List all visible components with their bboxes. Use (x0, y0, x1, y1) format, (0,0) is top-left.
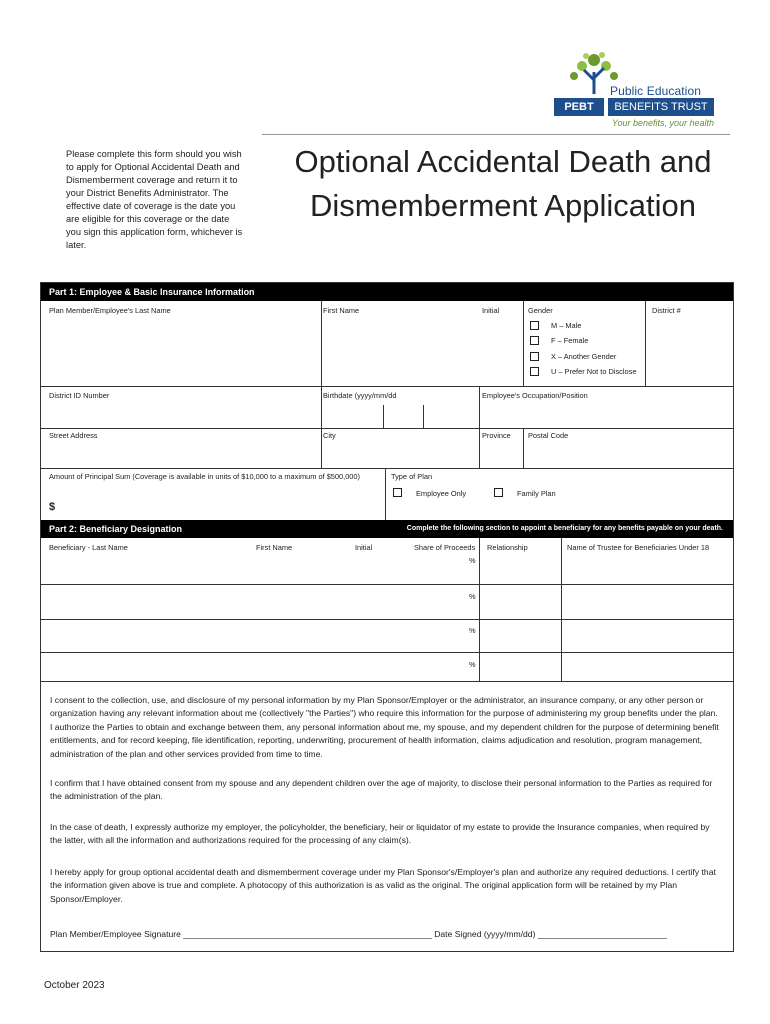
share-label: Share of Proceeds (414, 543, 476, 552)
family-plan-label: Family Plan (517, 489, 556, 498)
consent-paragraph-2: I confirm that I have obtained consent from my spouse and any dependent children over the age of majority, to disclose their personal information to the Parties as required for the administration of the plan. (50, 778, 713, 802)
divider (479, 386, 480, 428)
principal-sum-label: Amount of Principal Sum (Coverage is available in units of $10,000 to a maximum of $500,000) (49, 472, 360, 481)
birthdate-divider (383, 405, 384, 428)
share-percent: % (469, 556, 476, 565)
gender-undisclosed-label: U – Prefer Not to Disclose (551, 367, 637, 376)
logo-pebt: PEBT (554, 98, 604, 116)
part1-title: Part 1: Employee & Basic Insurance Information (49, 287, 255, 297)
divider (321, 428, 322, 468)
divider (523, 301, 524, 386)
gender-female-checkbox[interactable] (530, 336, 539, 345)
type-of-plan-label: Type of Plan (391, 472, 433, 481)
occupation-label: Employee's Occupation/Position (482, 391, 588, 400)
employee-only-checkbox[interactable] (393, 488, 402, 497)
gender-another-label: X – Another Gender (551, 352, 617, 361)
signature-line[interactable]: Plan Member/Employee Signature ____________________________________________________ Date Signed (yyyy/mm/dd) ___________________________ (50, 929, 667, 939)
province-label: Province (482, 431, 511, 440)
dollar-sign: $ (49, 501, 56, 513)
gender-another-checkbox[interactable] (530, 352, 539, 361)
divider (385, 468, 386, 521)
row-divider (41, 428, 733, 429)
divider (479, 428, 480, 468)
family-plan-checkbox[interactable] (494, 488, 503, 497)
title-line1: Optional Accidental Death and (294, 144, 712, 179)
consent-paragraph-3: In the case of death, I expressly authorize my employer, the policyholder, the beneficiary, heir or liquidator of my estate to provide the Insurance companies, when required by the latter, with all the information and authorizations required for the processing of any claim(s). (50, 822, 710, 846)
consent-section (40, 681, 734, 952)
divider (321, 386, 322, 428)
pebt-logo (554, 50, 714, 132)
divider (479, 538, 480, 681)
part1-header (41, 283, 733, 301)
postal-code-label: Postal Code (528, 431, 569, 440)
row-divider (41, 584, 733, 585)
beneficiary-initial-label: Initial (355, 543, 373, 552)
header-rule (262, 134, 730, 135)
gender-male-checkbox[interactable] (530, 321, 539, 330)
trustee-label: Name of Trustee for Beneficiaries Under 18 (567, 543, 710, 552)
logo-line1: Public Education (610, 84, 701, 98)
part2-header (41, 520, 733, 538)
part2-note: Complete the following section to appoint a beneficiary for any benefits payable on your death. (406, 525, 723, 532)
divider (645, 301, 646, 386)
part2-title: Part 2: Beneficiary Designation (49, 524, 183, 534)
gender-male-label: M – Male (551, 321, 582, 330)
gender-label: Gender (528, 306, 553, 315)
intro-text: Please complete this form should you wish to apply for Optional Accidental Death and Dismemberment coverage and return it to your District Benefits Administrator. The effective date of coverage is the date you are eligible for this coverage or the date you sign this application form, whichever is later. (66, 149, 243, 250)
divider (321, 301, 322, 386)
share-percent: % (469, 660, 476, 669)
application-form (40, 282, 734, 682)
logo-tagline: Your benefits, your health (612, 118, 715, 128)
beneficiary-last-name-label: Beneficiary - Last Name (49, 543, 128, 552)
birthdate-divider (423, 405, 424, 428)
gender-female-label: F – Female (551, 336, 589, 345)
birthdate-label: Birthdate (yyyy/mm/dd (323, 391, 397, 400)
divider (523, 428, 524, 468)
row-divider (41, 652, 733, 653)
share-percent: % (469, 626, 476, 635)
share-percent: % (469, 592, 476, 601)
last-name-label: Plan Member/Employee's Last Name (49, 306, 171, 315)
initial-label: Initial (482, 306, 500, 315)
relationship-label: Relationship (487, 543, 528, 552)
logo-benefits-trust: BENEFITS TRUST (608, 98, 714, 116)
title-line2: Dismemberment Application (310, 188, 696, 223)
district-id-label: District ID Number (49, 391, 110, 400)
consent-paragraph-1: I consent to the collection, use, and disclosure of my personal information by my Plan Sponsor/Employer or the administrator, an insurance company, or any other person or organization having any relevant information about me (collectively "the Parties") who require this information for the purpose of administering my group benefits under the plan. I authorize the Parties to obtain and exchange between them, any personal information about me, my spouse, and my dependent children for the purpose of determining benefit entitlements, and for record keeping, file identification, reporting, underwriting, procurement of health information, claims adjudication and resolution, program management, administration of the plan and other services provided from time to time. (50, 695, 719, 759)
row-divider (41, 619, 733, 620)
page-title (258, 140, 748, 228)
street-label: Street Address (49, 431, 98, 440)
consent-paragraph-4: I hereby apply for group optional accidental death and dismemberment coverage under my Plan Sponsor's/Employer's plan and authorize any required deductions. I certify that the information given above is true and complete. A photocopy of this authorization is as valid as the original. The original application form will be retained by my Plan Sponsor/Employer. (50, 867, 716, 904)
row-divider (41, 468, 733, 469)
city-label: City (323, 431, 336, 440)
footer-date: October 2023 (44, 980, 105, 991)
divider (561, 538, 562, 681)
district-number-label: District # (652, 306, 681, 315)
employee-only-label: Employee Only (416, 489, 467, 498)
first-name-label: First Name (323, 306, 360, 315)
row-divider (41, 386, 733, 387)
beneficiary-first-name-label: First Name (256, 543, 293, 552)
gender-undisclosed-checkbox[interactable] (530, 367, 539, 376)
